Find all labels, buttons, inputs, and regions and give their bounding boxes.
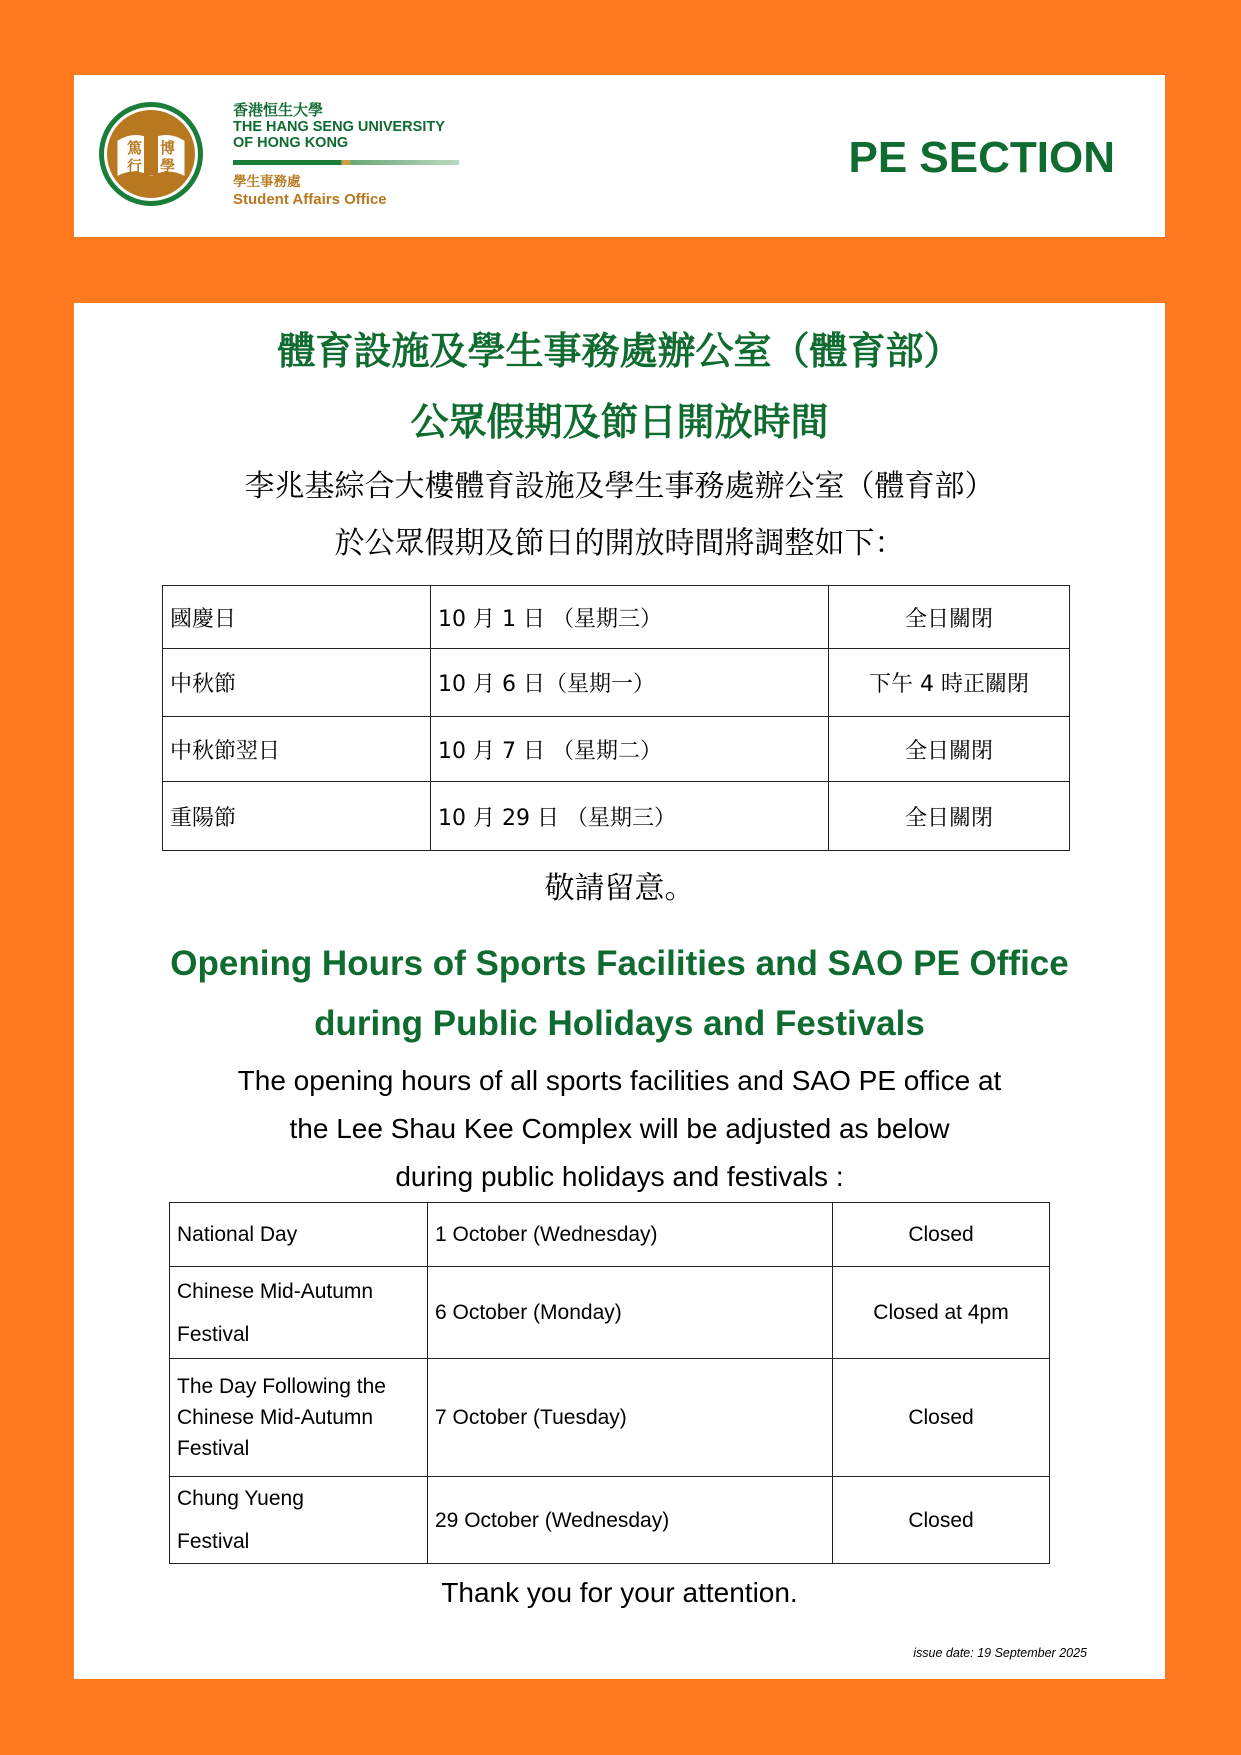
university-wordmark — [233, 101, 473, 209]
closing-zh: 敬請留意。 — [544, 871, 695, 906]
office-name-zh: 學生事務處 — [233, 174, 301, 190]
holiday-line: Festival — [177, 1322, 250, 1346]
table-row — [163, 586, 1070, 649]
closing-en: Thank you for your attention. — [441, 1577, 798, 1608]
date-cell: 1 October (Wednesday) — [428, 1203, 833, 1267]
university-seal-logo — [98, 101, 204, 207]
holiday-cell — [170, 1359, 428, 1477]
holiday-cell: 重陽節 — [163, 782, 431, 851]
intro-zh-line1: 李兆基綜合大樓體育設施及學生事務處辦公室（體育部） — [244, 469, 995, 504]
date-cell: 10 月 7 日 （星期二） — [431, 717, 829, 782]
holiday-line: Chinese Mid-Autumn — [177, 1406, 374, 1429]
table-row — [163, 649, 1070, 717]
table-row — [163, 717, 1070, 782]
holiday-line: Chinese Mid-Autumn — [177, 1279, 374, 1303]
seal-char-1: 篤 — [127, 139, 143, 157]
date-cell: 10 月 1 日 （星期三） — [431, 586, 829, 649]
table-row — [163, 782, 1070, 851]
schedule-table-en — [169, 1202, 1050, 1564]
holiday-line: The Day Following the — [177, 1375, 386, 1398]
status-cell: 全日關閉 — [829, 782, 1070, 851]
status-cell: Closed — [833, 1203, 1050, 1267]
seal-char-2: 行 — [127, 157, 143, 175]
title-en-line2: during Public Holidays and Festivals — [314, 1004, 925, 1043]
date-cell: 29 October (Wednesday) — [428, 1477, 833, 1564]
schedule-table-zh — [162, 585, 1070, 851]
table-row — [170, 1359, 1050, 1477]
intro-zh-line2: 於公眾假期及節日的開放時間將調整如下： — [334, 526, 905, 561]
seal-char-4: 學 — [160, 157, 176, 175]
title-en-line1: Opening Hours of Sports Facilities and SAO PE Office — [170, 944, 1069, 983]
intro-en-line1: The opening hours of all sports facilities and SAO PE office at — [237, 1065, 1002, 1096]
university-name-zh: 香港恒生大學 — [233, 101, 324, 119]
date-cell: 7 October (Tuesday) — [428, 1359, 833, 1477]
notice-card — [74, 303, 1165, 1679]
holiday-line: Festival — [177, 1530, 250, 1553]
status-cell: 全日關閉 — [829, 717, 1070, 782]
title-zh-line2: 公眾假期及節日開放時間 — [410, 400, 829, 444]
status-cell: 下午 4 時正關閉 — [829, 649, 1070, 717]
university-name-en-line2: OF HONG KONG — [233, 135, 349, 151]
section-title: PE SECTION — [848, 133, 1115, 182]
holiday-cell: National Day — [170, 1203, 428, 1267]
holiday-cell: 國慶日 — [163, 586, 431, 649]
table-row — [170, 1203, 1050, 1267]
date-cell: 10 月 6 日（星期一） — [431, 649, 829, 717]
holiday-line: Festival — [177, 1437, 250, 1460]
holiday-cell: 中秋節 — [163, 649, 431, 717]
status-cell: Closed at 4pm — [833, 1267, 1050, 1359]
holiday-cell — [170, 1267, 428, 1359]
header-card — [74, 75, 1165, 237]
university-name-en-line1: THE HANG SENG UNIVERSITY — [233, 119, 445, 135]
date-cell: 6 October (Monday) — [428, 1267, 833, 1359]
holiday-cell: 中秋節翌日 — [163, 717, 431, 782]
holiday-cell — [170, 1477, 428, 1564]
intro-en-line3: during public holidays and festivals : — [395, 1161, 844, 1192]
table-row — [170, 1477, 1050, 1564]
issue-date: issue date: 19 September 2025 — [913, 1646, 1087, 1660]
date-cell: 10 月 29 日 （星期三） — [431, 782, 829, 851]
office-name-en: Student Affairs Office — [233, 191, 387, 208]
status-cell: Closed — [833, 1359, 1050, 1477]
status-cell: Closed — [833, 1477, 1050, 1564]
table-row — [170, 1267, 1050, 1359]
title-zh-line1: 體育設施及學生事務處辦公室（體育部） — [277, 329, 962, 373]
status-cell: 全日關閉 — [829, 586, 1070, 649]
logo-divider — [233, 160, 459, 165]
holiday-line: Chung Yueng — [177, 1487, 304, 1510]
seal-char-3: 博 — [160, 139, 176, 157]
intro-en-line2: the Lee Shau Kee Complex will be adjusted as below — [289, 1113, 950, 1144]
